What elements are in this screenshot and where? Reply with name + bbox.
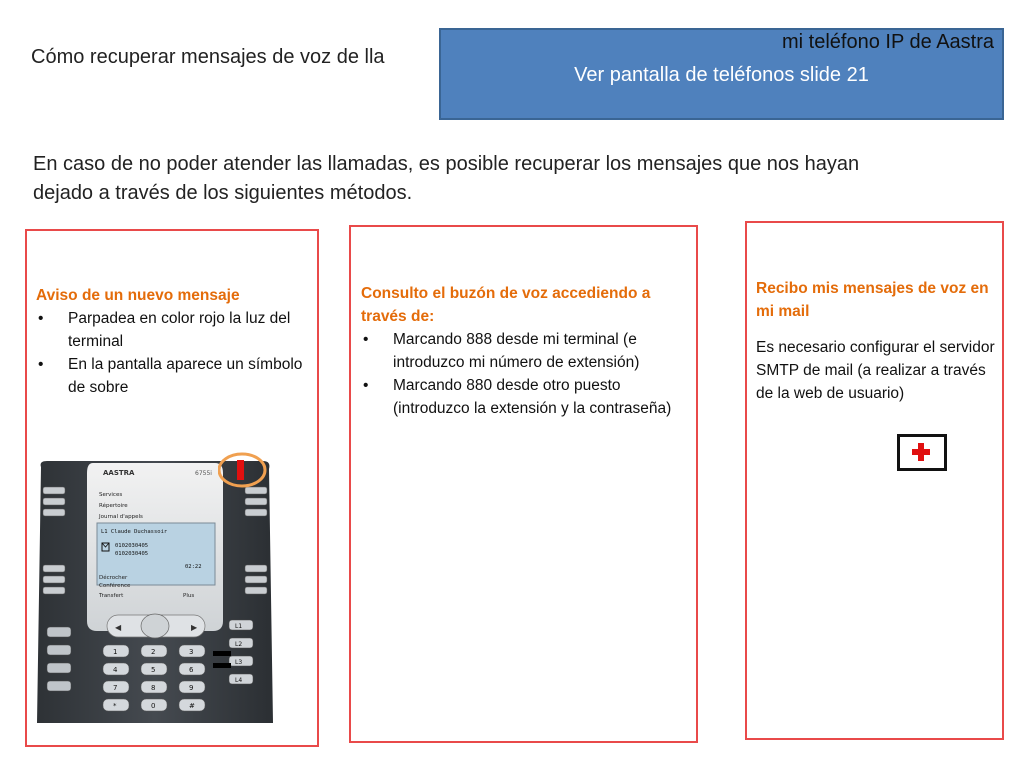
svg-text:4: 4 [113, 666, 118, 674]
list-item: • Marcando 880 desde otro puesto (introduzco la extensión y la contraseña) [361, 374, 695, 420]
line-key-label: L2 [235, 641, 243, 648]
card-body [36, 284, 311, 399]
svg-text:#: # [189, 702, 195, 710]
card-heading: Consulto el buzón de voz accediendo a través de: [361, 285, 651, 325]
svg-text:7: 7 [113, 684, 118, 692]
bullet-list [36, 307, 311, 399]
svg-text:*: * [113, 702, 117, 710]
softkey-label: Services [99, 492, 123, 498]
softkey-label: Plus [183, 593, 195, 599]
svg-text:8: 8 [151, 684, 156, 692]
softkey-label: Décrocher [99, 575, 128, 581]
softkey-label: Transfert [99, 593, 124, 599]
phone-illustration [35, 455, 275, 730]
aastra-phone-image [35, 455, 275, 730]
card-voicemail-access [349, 225, 698, 743]
card-paragraph: Es necesario configurar el servidor SMTP de mail (a realizar a través de la web de usuario) [756, 339, 995, 402]
card-body [361, 282, 695, 420]
svg-text:1: 1 [113, 648, 118, 656]
card-heading: Recibo mis mensajes de voz en mi mail [756, 280, 989, 320]
list-item: • En la pantalla aparece un símbolo de sobre [36, 353, 311, 399]
svg-text:6: 6 [189, 666, 194, 674]
svg-text:9: 9 [189, 684, 194, 692]
line-key-label: L4 [235, 677, 243, 684]
screen-number: 0102030405 [115, 551, 149, 557]
bullet-list [361, 328, 695, 420]
list-item: • Parpadea en color rojo la luz del terminal [36, 307, 311, 353]
screen-time: 02:22 [185, 564, 202, 570]
card-voicemail-to-mail [745, 221, 1004, 740]
svg-text:5: 5 [151, 666, 156, 674]
svg-text:◀: ◀ [115, 623, 122, 632]
svg-text:2: 2 [151, 648, 156, 656]
screen-number: 0102030405 [115, 543, 149, 549]
card-heading: Aviso de un nuevo mensaje [36, 287, 240, 304]
softkey-label: Répertoire [99, 503, 128, 509]
screen-caller-name: L1 Claude Duchassoir [101, 529, 168, 535]
callout-line-2: Ver pantalla de teléfonos slide 21 [574, 64, 869, 86]
line-key-label: L1 [235, 623, 243, 630]
plus-icon [897, 434, 947, 471]
softkey-label: Conférence [99, 583, 131, 589]
svg-text:3: 3 [189, 648, 194, 656]
phone-model: 6755i [195, 470, 212, 477]
slide-title: Cómo recuperar mensajes de voz de lla [31, 46, 385, 68]
message-light-icon [218, 450, 270, 490]
svg-text:▶: ▶ [191, 623, 198, 632]
phone-brand: AASTRA [103, 469, 135, 477]
softkey-label: Journal d'appels [99, 514, 143, 520]
intro-text: En caso de no poder atender las llamadas, es posible recuperar los mensajes que nos hayan dejado a través de los siguientes métodos. [33, 153, 860, 204]
list-item: • Marcando 888 desde mi terminal (e introduzco mi número de extensión) [361, 328, 695, 374]
callout-box [439, 28, 1004, 120]
card-body [756, 277, 996, 405]
line-key-label: L3 [235, 659, 243, 666]
callout-line-1: mi teléfono IP de Aastra [782, 31, 994, 53]
svg-text:0: 0 [151, 702, 156, 710]
